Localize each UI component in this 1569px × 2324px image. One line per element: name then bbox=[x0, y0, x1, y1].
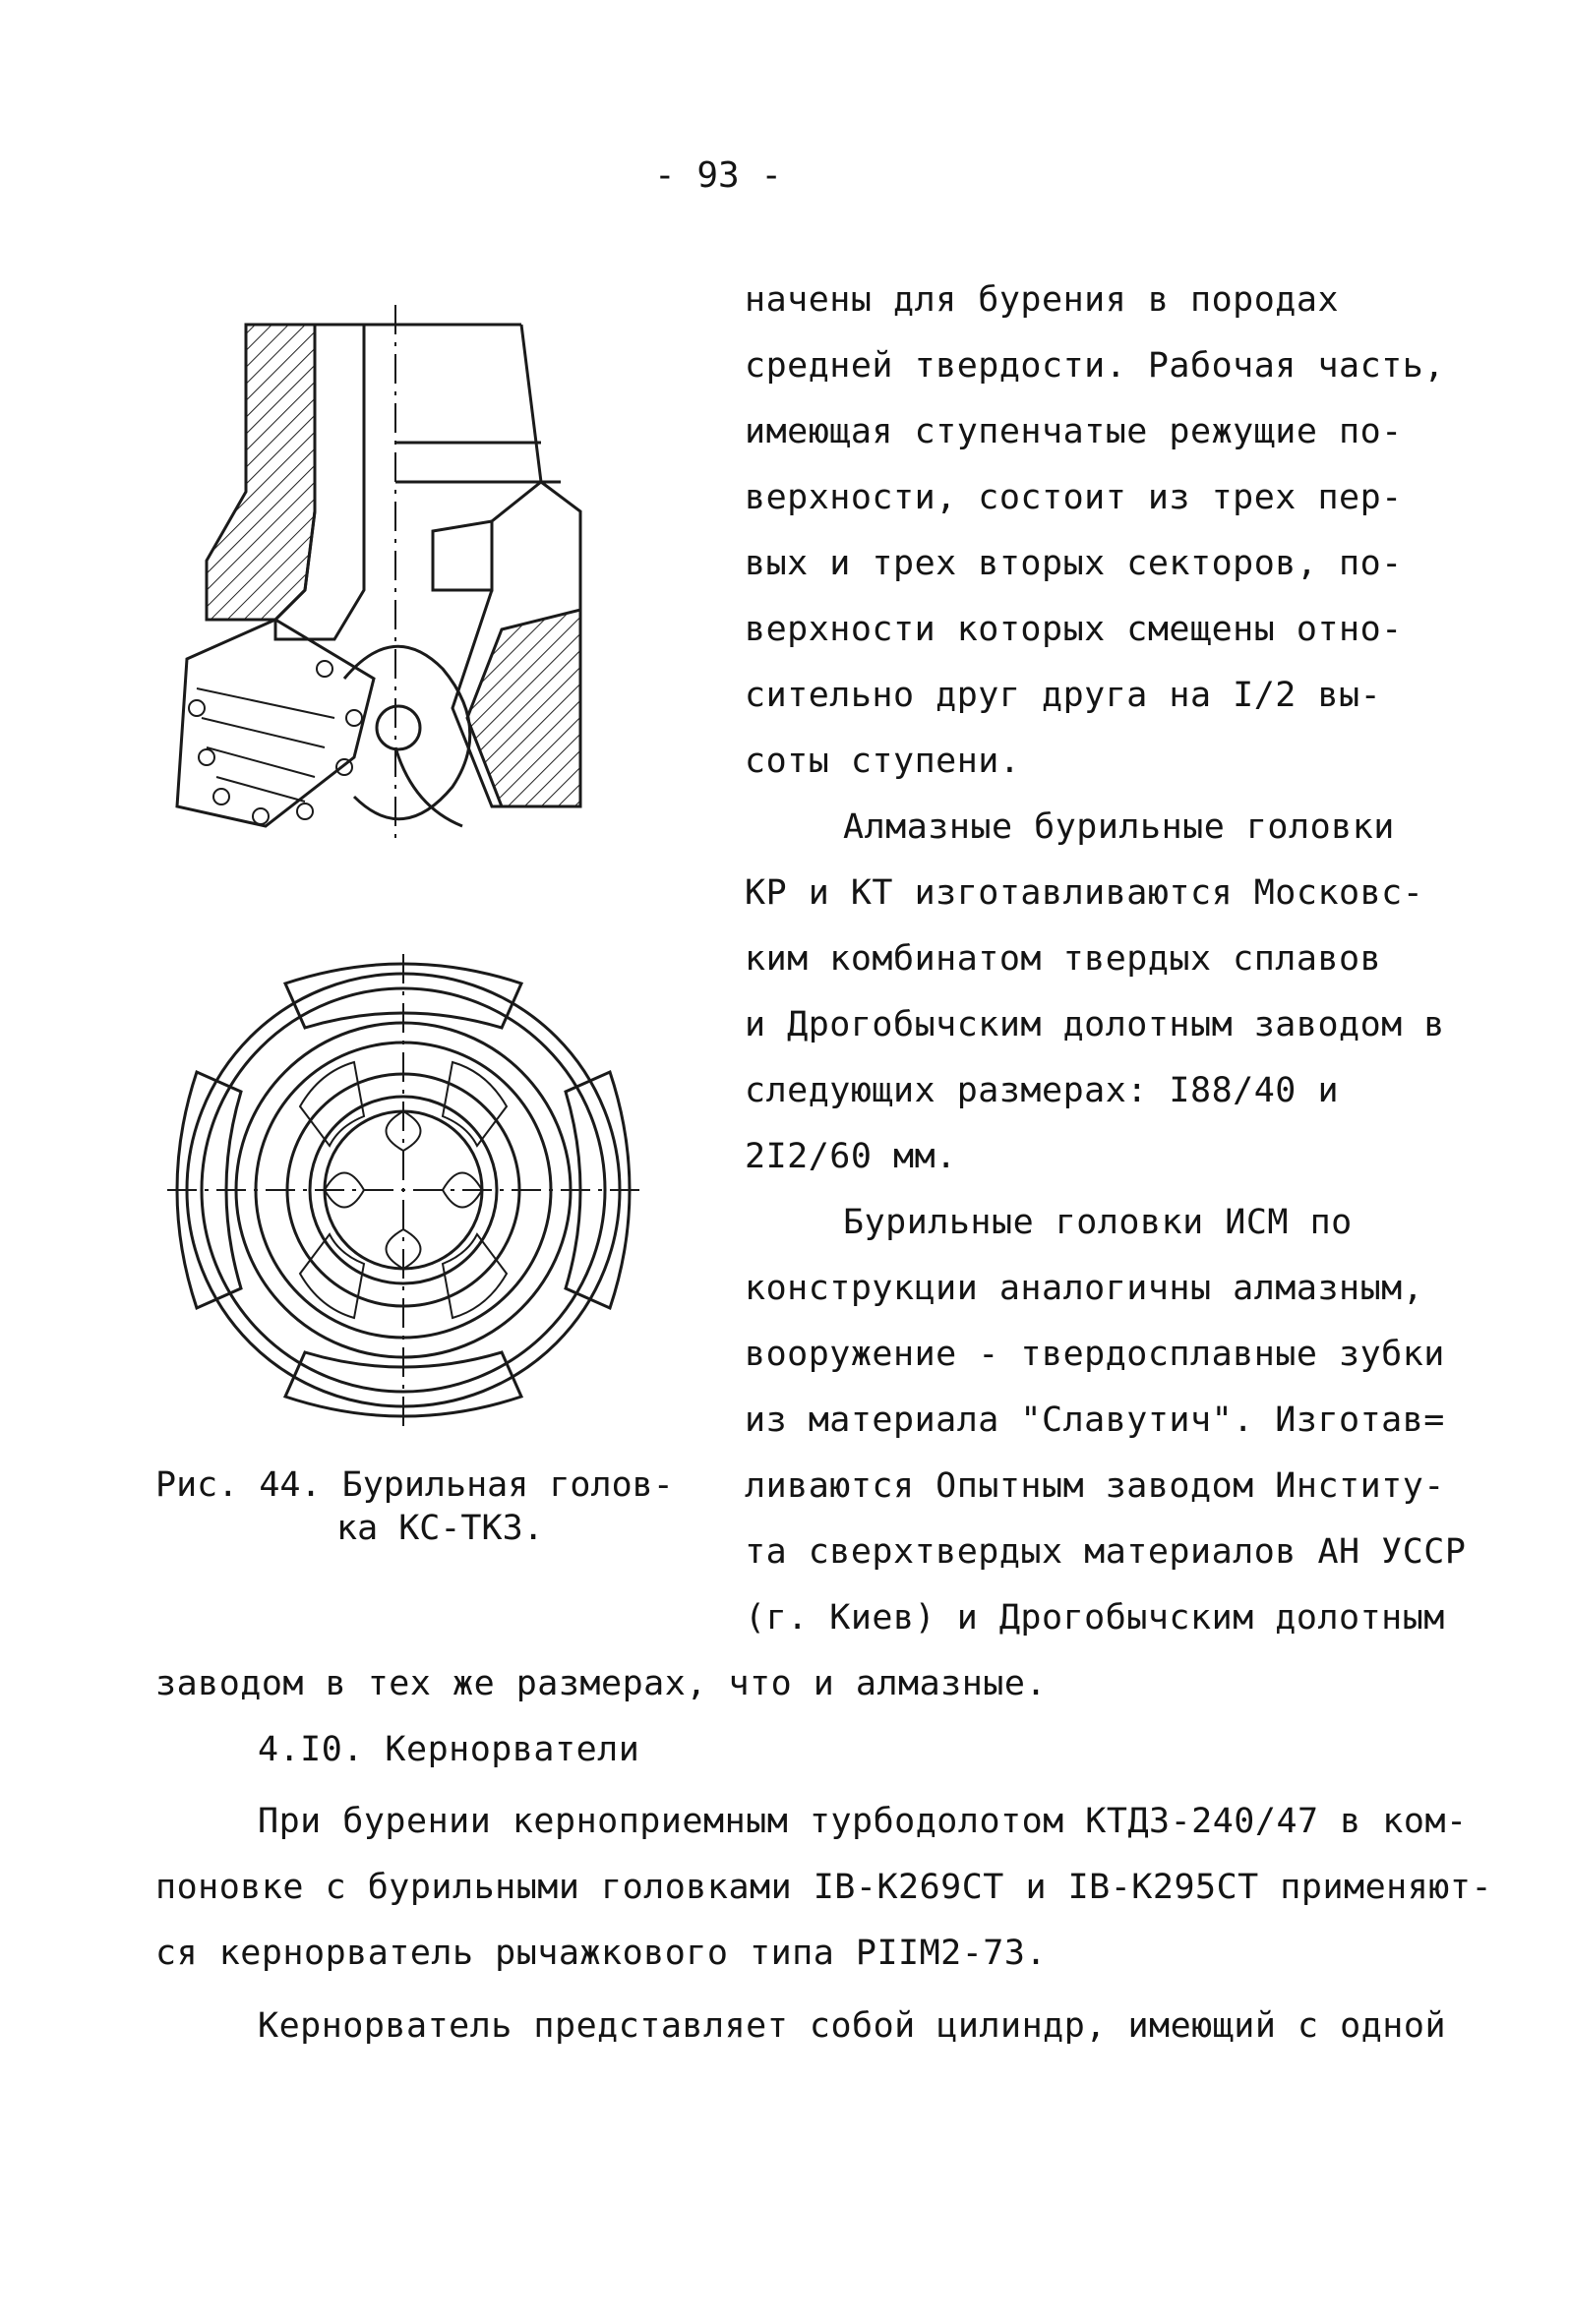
text-line: поновке с бурильными головками IВ-К269СТ и IВ-К295СТ применяют- bbox=[155, 1868, 1493, 1907]
text-line: и Дрогобычским долотным заводом в bbox=[745, 1005, 1445, 1044]
text-line: Алмазные бурильные головки bbox=[843, 807, 1395, 847]
drill-head-bottom-view-figure bbox=[157, 944, 649, 1436]
text-line: верхности, состоит из трех пер- bbox=[745, 478, 1403, 517]
drill-head-side-view-figure bbox=[167, 295, 620, 856]
text-line: из материала "Славутич". Изготав= bbox=[745, 1400, 1445, 1440]
page-number: - 93 - bbox=[653, 155, 783, 196]
text-line: Бурильные головки ИСМ по bbox=[843, 1203, 1353, 1242]
text-line: вых и трех вторых секторов, по- bbox=[745, 544, 1403, 583]
text-line: сительно друг друга на I/2 вы- bbox=[745, 676, 1382, 715]
text-line: заводом в тех же размерах, что и алмазные. bbox=[155, 1664, 1048, 1703]
text-line: вооружение - твердосплавные зубки bbox=[745, 1335, 1445, 1374]
text-line: ливаются Опытным заводом Институ- bbox=[745, 1466, 1445, 1506]
text-line: та сверхтвердых материалов АН УССР bbox=[745, 1532, 1467, 1572]
text-line: 2I2/60 мм. bbox=[745, 1137, 957, 1176]
text-line: начены для бурения в породах bbox=[745, 280, 1340, 320]
text-line: имеющая ступенчатые режущие по- bbox=[745, 412, 1403, 451]
figure-caption-line2: ка КС-ТКЗ. bbox=[336, 1509, 544, 1548]
text-line: (г. Киев) и Дрогобычским долотным bbox=[745, 1598, 1445, 1638]
text-line: ся кернорватель рычажкового типа РIIМ2-73. bbox=[155, 1934, 1048, 1973]
text-line: При бурении керноприемным турбодолотом КТДЗ-240/47 в ком- bbox=[258, 1802, 1468, 1841]
text-line: средней твердости. Рабочая часть, bbox=[745, 346, 1445, 386]
text-line: верхности которых смещены отно- bbox=[745, 610, 1403, 649]
text-line: конструкции аналогичны алмазным, bbox=[745, 1269, 1424, 1308]
text-line: КР и КТ изготавливаются Московс- bbox=[745, 873, 1424, 913]
text-line: следующих размерах: I88/40 и bbox=[745, 1071, 1340, 1110]
text-line: ким комбинатом твердых сплавов bbox=[745, 939, 1382, 979]
figure-caption-line1: Рис. 44. Бурильная голов- bbox=[155, 1465, 674, 1505]
section-heading: 4.I0. Кернорватели bbox=[258, 1730, 640, 1769]
text-line: соты ступени. bbox=[745, 742, 1021, 781]
text-line: Кернорватель представляет собой цилиндр, имеющий с одной bbox=[258, 2006, 1447, 2046]
